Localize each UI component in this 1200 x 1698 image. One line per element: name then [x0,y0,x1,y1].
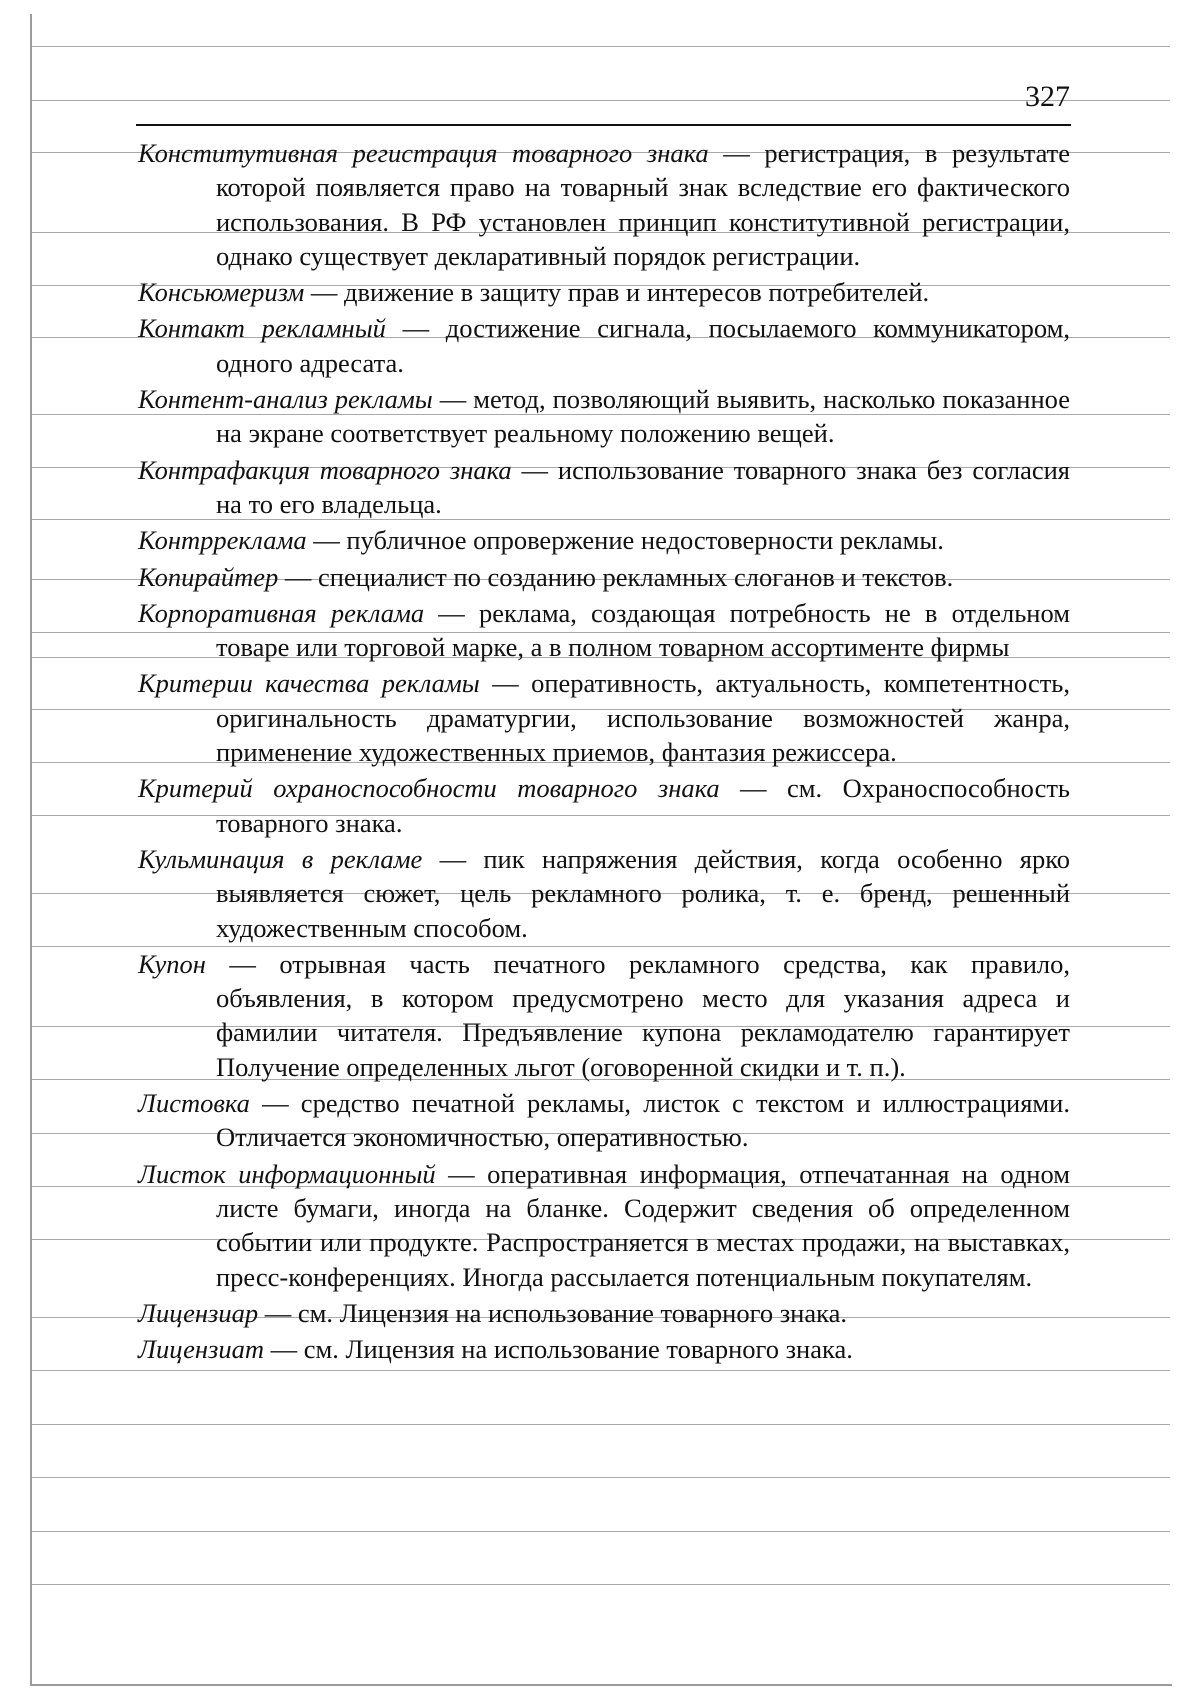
page-number: 327 [1025,80,1070,113]
entry-term: Листок информационный [138,1158,436,1189]
entry-term: Кульминация в рекламе [138,843,423,874]
entry-definition: — движение в защиту прав и интересов потребителей. [304,277,930,308]
glossary-entry [138,523,1070,557]
glossary-entries [138,136,1070,1368]
entry-definition: — достижение сигнала, посылаемого коммуникатором, одного адресата. [216,313,1070,378]
glossary-entry [138,560,1070,594]
glossary-entry [138,136,1070,273]
glossary-entry [138,771,1070,840]
glossary-entry [138,453,1070,522]
entry-definition: — метод, позволяющий выявить, насколько показанное на экране соответствует реальному положению вещей. [216,384,1070,449]
entry-term: Контрреклама [138,525,307,556]
glossary-entry [138,1086,1070,1155]
header-rule [136,124,1071,126]
entry-term: Копирайтер [138,561,279,592]
glossary-entry [138,1296,1070,1330]
entry-definition: — отрывная часть печатного рекламного средства, как правило, объявления, в котором предусмотрено место для указания адреса и фамилии читателя. Предъявление купона рекламодателю гарантирует Получение определенных льгот (оговоренной скидки и т. п.). [205,948,1070,1082]
entry-definition: — специалист по созданию рекламных слоганов и текстов. [278,561,954,592]
entry-definition: — публичное опровержение недостоверности рекламы. [306,525,944,556]
glossary-entry [138,842,1070,945]
glossary-entry [138,1332,1070,1366]
glossary-entry [138,666,1070,769]
glossary-entry [138,382,1070,451]
entry-definition: — пик напряжения действия, когда особенно ярко выявляется сюжет, цель рекламного ролика, т. е. бренд, решенный художественным способом. [216,843,1070,943]
entry-definition: — реклама, создающая потребность не в отдельном товаре или торговой марке, а в полном товарном ассортименте фирмы [216,597,1070,663]
glossary-entry [138,596,1070,665]
entry-term: Критерии качества рекламы [138,668,480,699]
entry-term: Контакт рекламный [138,313,386,344]
entry-definition: — средство печатной рекламы, листок с текстом и иллюстрациями. Отличается экономичностью, оперативностью. [216,1088,1070,1153]
entry-term: Контрафакция товарного знака [138,454,512,485]
glossary-entry [138,311,1070,380]
entry-term: Лицензиар [138,1297,259,1328]
entry-definition: — см. Охраноспособность товарного знака. [216,773,1070,838]
glossary-entry [138,1157,1070,1294]
entry-definition: — регистрация, в результате которой появляется право на товарный знак вследствие его фактического использования. В РФ установлен принцип конститутивной регистрации, однако существует декларативный порядок регистрации. [216,138,1071,271]
entry-term: Купон [138,948,206,979]
entry-definition: — см. Лицензия на использование товарного знака. [258,1297,847,1328]
entry-term: Консьюмеризм [138,277,305,308]
entry-definition: — использование товарного знака без согласия на то его владельца. [216,454,1070,519]
entry-definition: — см. Лицензия на использование товарного знака. [264,1334,853,1365]
entry-definition: — оперативность, актуальность, компетентность, оригинальность драматургии, использование возможностей жанра, применение художественных приемов, фантазия режиссера. [216,668,1071,768]
glossary-entry [138,275,1070,309]
glossary-entry [138,947,1070,1084]
entry-term: Контент-анализ рекламы [138,384,433,415]
entry-term: Лицензиат [138,1334,264,1365]
entry-term: Корпоративная реклама [138,597,425,628]
entry-term: Критерий охраноспособности товарного знака [138,773,720,804]
entry-term: Листовка [138,1088,250,1119]
entry-definition: — оперативная информация, отпечатанная на одном листе бумаги, иногда на бланке. Содержит сведения об определенном событии или продукте. Распространяется в местах продажи, на выставках, пресс-конференциях. Иногда рассылается потенциальным покупателям. [216,1158,1070,1292]
entry-term: Конститутивная регистрация товарного знака [138,138,709,168]
